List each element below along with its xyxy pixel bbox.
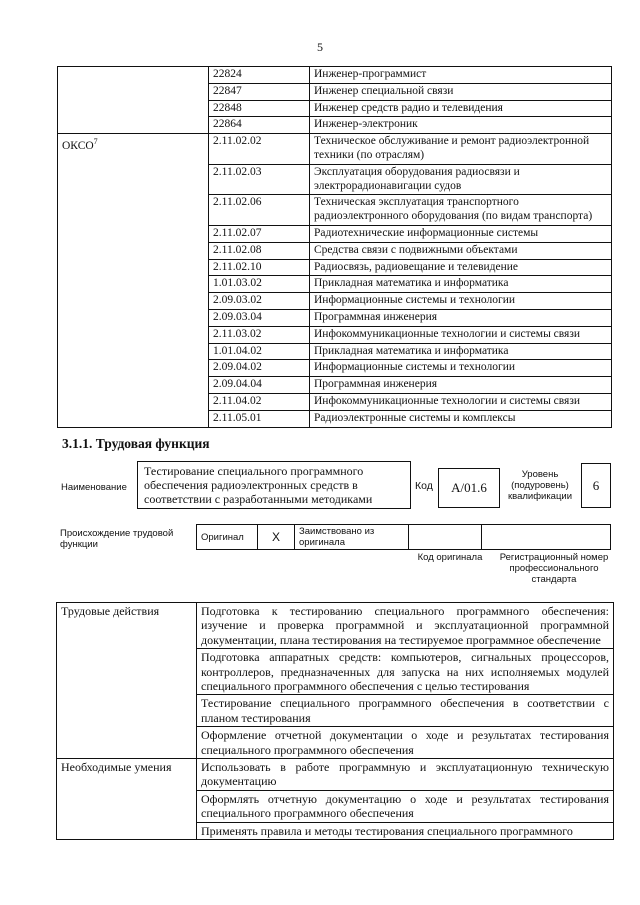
table-row — [58, 134, 612, 165]
function-name-field: Тестирование специального программного обеспечения радиоэлектронных средств в соответствии с разработанными методиками — [137, 461, 411, 509]
name-cell: Радиосвязь, радиовещание и телевидение — [310, 259, 612, 276]
origin-table — [196, 524, 611, 550]
code-cell: 2.11.04.02 — [209, 393, 310, 410]
actions-table — [56, 602, 614, 840]
classifier-name: ОКСО — [62, 140, 94, 153]
action-item: Оформление отчетной документации о ходе и результатах тестирования специального программного обеспечения — [197, 727, 614, 759]
classifier-cell — [58, 134, 209, 427]
name-cell: Инфокоммуникационные технологии и системы связи — [310, 326, 612, 343]
name-cell: Инженер средств радио и телевидения — [310, 100, 612, 117]
name-cell: Прикладная математика и информатика — [310, 276, 612, 293]
table-row — [58, 67, 612, 84]
name-cell: Программная инженерия — [310, 377, 612, 394]
code-cell: 2.11.02.10 — [209, 259, 310, 276]
name-cell: Инженер специальной связи — [310, 83, 612, 100]
code-cell: 22824 — [209, 67, 310, 84]
code-cell: 2.09.03.02 — [209, 293, 310, 310]
code-cell: 1.01.04.02 — [209, 343, 310, 360]
name-cell: Программная инженерия — [310, 309, 612, 326]
code-original-cell — [409, 525, 482, 550]
code-cell: 22847 — [209, 83, 310, 100]
code-field: A/01.6 — [438, 468, 500, 508]
code-cell: 2.09.04.04 — [209, 377, 310, 394]
name-cell: Информационные системы и технологии — [310, 293, 612, 310]
code-cell: 2.11.02.06 — [209, 195, 310, 226]
code-cell: 22848 — [209, 100, 310, 117]
table-row — [57, 759, 614, 791]
name-cell: Техническое обслуживание и ремонт радиоэлектронной техники (по отраслям) — [310, 134, 612, 165]
code-cell: 2.09.03.04 — [209, 309, 310, 326]
code-cell: 2.11.03.02 — [209, 326, 310, 343]
name-cell: Радиоэлектронные системы и комплексы — [310, 410, 612, 427]
group-label: Необходимые умения — [57, 759, 197, 840]
name-cell: Инфокоммуникационные технологии и системы связи — [310, 393, 612, 410]
code-label: Код — [415, 480, 433, 492]
action-item: Тестирование специального программного обеспечения в соответствии с планом тестирования — [197, 695, 614, 727]
name-cell: Эксплуатация оборудования радиосвязи и электрорадионавигации судов — [310, 164, 612, 195]
classifier-cell — [58, 67, 209, 134]
origin-label: Происхождение трудовой функции — [60, 528, 174, 550]
section-title: 3.1.1. Трудовая функция — [62, 436, 210, 451]
name-cell: Прикладная математика и информатика — [310, 343, 612, 360]
codes-table — [57, 66, 612, 428]
name-label: Наименование — [61, 482, 127, 493]
name-cell: Информационные системы и технологии — [310, 360, 612, 377]
page-number: 5 — [317, 40, 323, 54]
borrowed-label: Заимствовано из оригинала — [295, 525, 409, 550]
level-field: 6 — [581, 463, 611, 508]
action-item: Подготовка к тестированию специального программного обеспечения: изучение и проверка программной и эксплуатационной программной документации, плана тестирования на тестируемое программное обеспечение — [197, 603, 614, 649]
action-item: Подготовка аппаратных средств: компьютеров, сигнальных процессоров, контроллеров, предназначенных для запуска на них исполняемых модулей специального программного обеспечения с целью тестирования — [197, 649, 614, 695]
code-cell: 2.11.02.07 — [209, 225, 310, 242]
code-cell: 1.01.03.02 — [209, 276, 310, 293]
name-cell: Инженер-электроник — [310, 117, 612, 134]
name-cell: Инженер-программист — [310, 67, 612, 84]
code-cell: 2.11.02.02 — [209, 134, 310, 165]
name-cell: Средства связи с подвижными объектами — [310, 242, 612, 259]
footnote-mark: 7 — [93, 137, 98, 147]
code-cell: 2.09.04.02 — [209, 360, 310, 377]
code-cell: 2.11.02.03 — [209, 164, 310, 195]
name-cell: Радиотехнические информационные системы — [310, 225, 612, 242]
original-mark: X — [258, 525, 295, 550]
reg-number-caption: Регистрационный номер профессионального стандарта — [499, 552, 609, 585]
level-label: Уровень (подуровень) квалификации — [507, 469, 573, 502]
code-original-caption: Код оригинала — [417, 552, 483, 563]
action-item: Применять правила и методы тестирования специального программного — [197, 822, 614, 839]
code-cell: 2.11.05.01 — [209, 410, 310, 427]
reg-number-cell — [482, 525, 611, 550]
action-item: Использовать в работе программную и эксплуатационную техническую документацию — [197, 759, 614, 791]
code-cell: 22864 — [209, 117, 310, 134]
code-cell: 2.11.02.08 — [209, 242, 310, 259]
action-item: Оформлять отчетную документацию о ходе и результатах тестирования специального программного обеспечения — [197, 790, 614, 822]
original-label: Оригинал — [197, 525, 258, 550]
table-row — [57, 603, 614, 649]
name-cell: Техническая эксплуатация транспортного радиоэлектронного оборудования (по видам транспорта) — [310, 195, 612, 226]
group-label: Трудовые действия — [57, 603, 197, 759]
